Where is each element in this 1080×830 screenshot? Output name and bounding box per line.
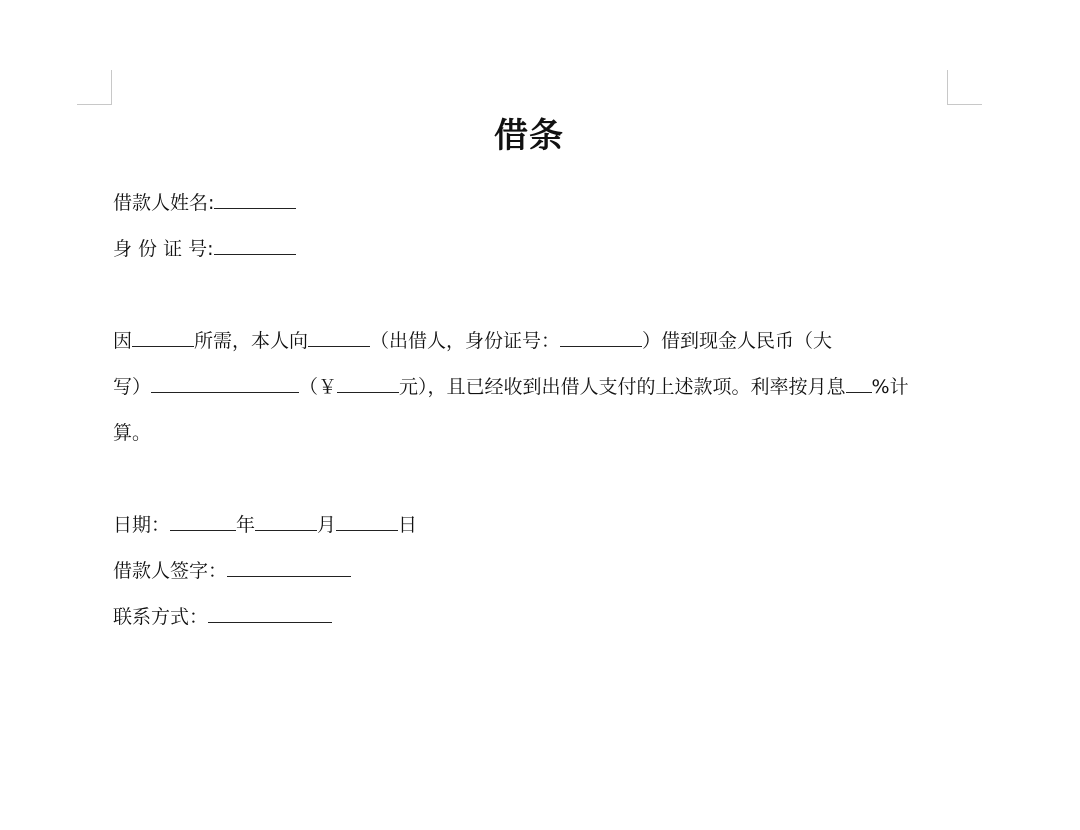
id-number-line	[113, 236, 296, 262]
body-line-1	[113, 328, 832, 354]
contact-label: 联系方式：	[113, 606, 209, 628]
year-blank[interactable]	[170, 512, 236, 531]
id-number-blank[interactable]	[214, 236, 296, 255]
date-label: 日期：	[113, 514, 171, 536]
id-number-label: 身 份 证 号:	[113, 238, 214, 260]
contact-line	[113, 604, 332, 630]
body-text-p1d: ）借到现金人民币（大	[642, 330, 833, 352]
body-line-2	[113, 374, 909, 400]
page-corner-mark-top-right	[947, 70, 982, 105]
document-title: 借条	[494, 116, 564, 156]
body-text-p1c: （出借人，身份证号：	[370, 330, 561, 352]
purpose-blank[interactable]	[132, 328, 194, 347]
body-text-p1b: 所需，本人向	[194, 330, 309, 352]
interest-rate-blank[interactable]	[846, 374, 872, 393]
signature-line	[113, 558, 351, 584]
amount-figures-blank[interactable]	[337, 374, 399, 393]
lender-name-blank[interactable]	[308, 328, 370, 347]
borrower-name-label: 借款人姓名:	[113, 192, 215, 214]
page-corner-mark-top-left	[77, 70, 112, 105]
body-text-p2d: %计	[871, 376, 909, 398]
body-line-3	[113, 420, 151, 446]
body-text-p2b: （￥	[299, 376, 338, 398]
month-blank[interactable]	[255, 512, 317, 531]
body-text-p2c: 元），且已经收到出借人支付的上述款项。利率按月息	[399, 376, 846, 398]
year-label: 年	[236, 514, 256, 536]
lender-id-blank[interactable]	[560, 328, 642, 347]
signature-blank[interactable]	[227, 558, 351, 577]
body-text-p2a: 写）	[113, 376, 152, 398]
signature-label: 借款人签字：	[113, 560, 228, 582]
contact-blank[interactable]	[208, 604, 332, 623]
month-label: 月	[317, 514, 337, 536]
body-text-p1a: 因	[113, 330, 133, 352]
borrower-name-line	[113, 190, 296, 216]
borrower-name-blank[interactable]	[214, 190, 296, 209]
amount-words-blank[interactable]	[151, 374, 299, 393]
day-blank[interactable]	[336, 512, 398, 531]
body-text-p3: 算。	[113, 422, 152, 444]
date-line	[113, 512, 417, 538]
day-label: 日	[398, 514, 418, 536]
